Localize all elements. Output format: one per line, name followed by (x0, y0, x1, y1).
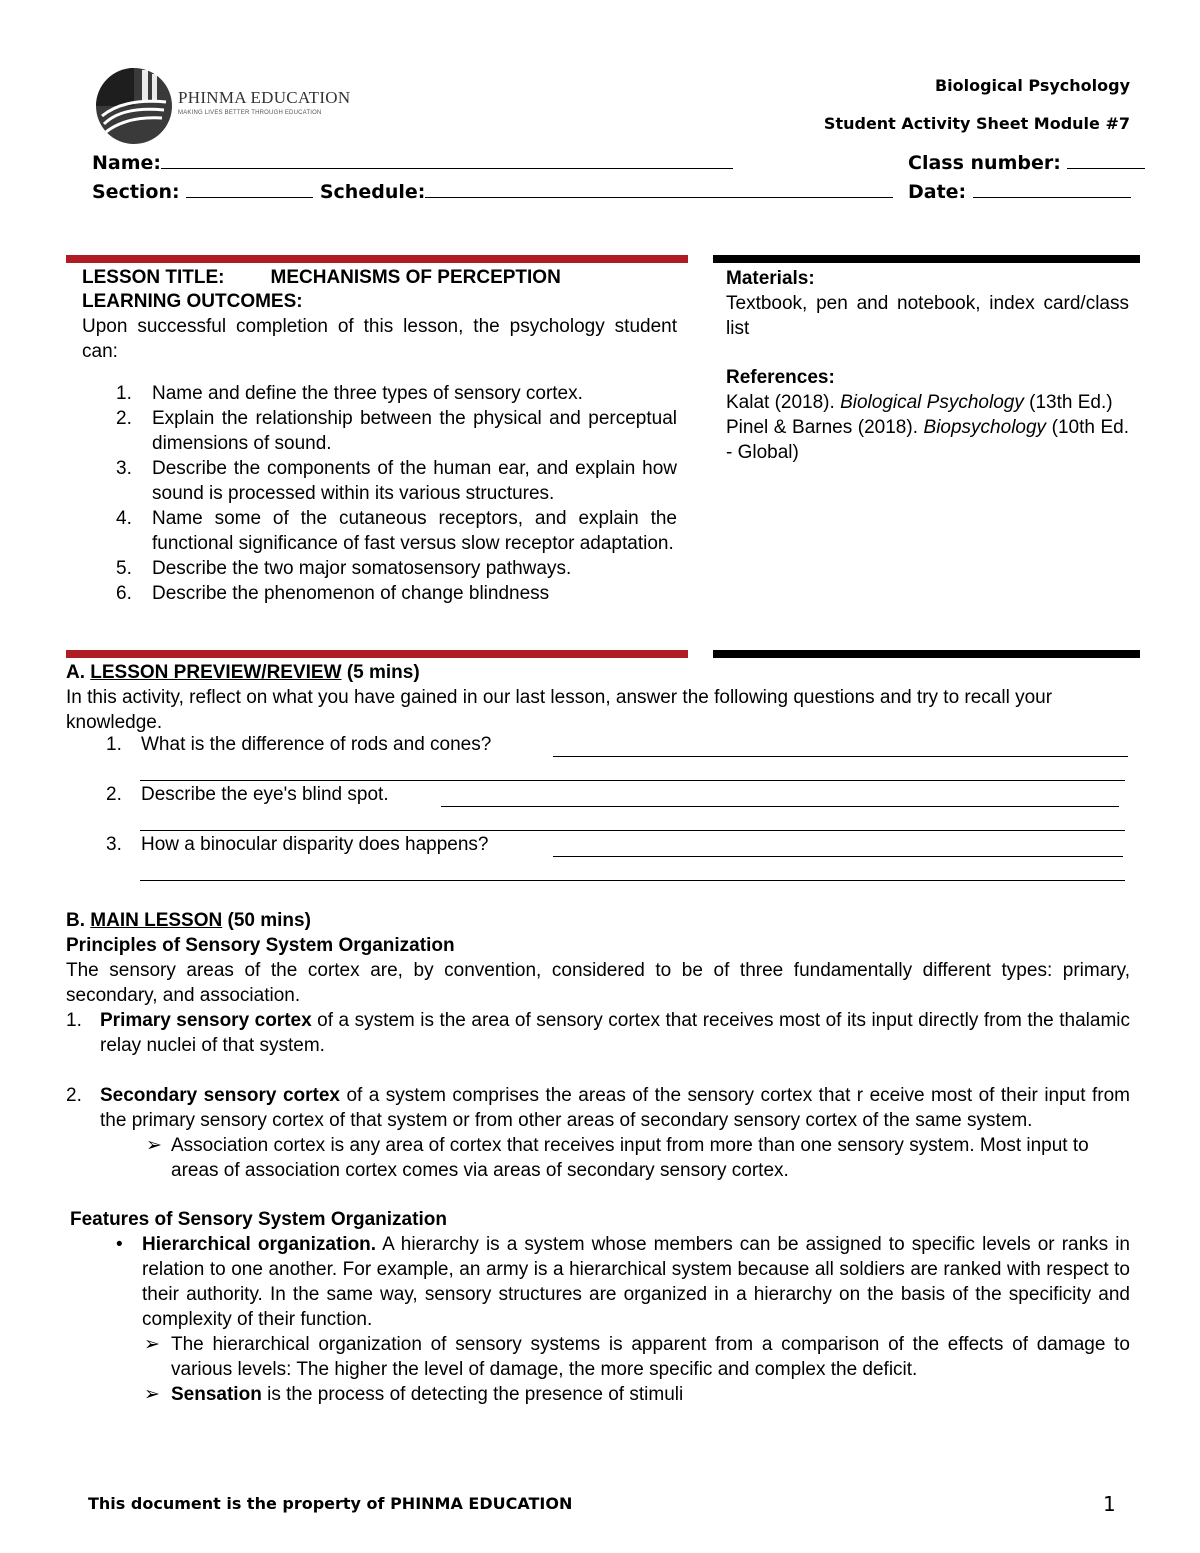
hierarchical-term: Hierarchical organization. (142, 1234, 377, 1255)
materials-box-top-bar (713, 255, 1140, 263)
reference-1 (726, 390, 1129, 415)
sensation-item (66, 1382, 1130, 1407)
section-b (66, 908, 1130, 1407)
arrow-bullet-icon: ➢ (144, 1384, 160, 1405)
ref2-title: Biopsychology (923, 417, 1047, 438)
ref2-authors: Pinel & Barnes (2018). (726, 417, 924, 438)
principle-item-1 (66, 1008, 1130, 1058)
section-b-duration: (50 mins) (222, 910, 311, 931)
outcomes-list (82, 381, 677, 606)
section-b-letter: B. (66, 910, 85, 931)
question-2-text: Describe the eye's blind spot. (141, 784, 389, 805)
outcome-text: Explain the relationship between the physical and perceptual dimensions of sound. (152, 408, 677, 454)
principles-heading: Principles of Sensory System Organization (66, 935, 455, 956)
principle-item-1-number: 1. (66, 1010, 82, 1031)
date-field[interactable] (908, 179, 1131, 203)
section-b-title: MAIN LESSON (90, 910, 223, 931)
reference-2 (726, 415, 1129, 465)
schedule-input-line[interactable] (425, 179, 893, 198)
principle-item-2 (66, 1083, 1130, 1133)
hierarchical-text (142, 1232, 1130, 1332)
class-number-input-line[interactable] (1067, 150, 1145, 169)
sensation-definition: is the process of detecting the presence of stimuli (261, 1384, 684, 1405)
question-1-text: What is the difference of rods and cones? (141, 734, 492, 755)
question-1 (106, 734, 492, 756)
outcome-item (82, 556, 677, 581)
section-a-title: LESSON PREVIEW/REVIEW (90, 662, 342, 683)
hierarchical-item (66, 1232, 1130, 1332)
date-label: Date: (908, 181, 967, 203)
outcome-text: Describe the phenomenon of change blindness (152, 583, 550, 604)
outcomes-intro: Upon successful completion of this lesson, the psychology student can: (82, 316, 677, 362)
lesson-title-row (82, 266, 677, 290)
outcome-number: 5. (116, 558, 132, 579)
footer-property: This document is the property of PHINMA EDUCATION (88, 1494, 573, 1513)
outcome-text: Describe the components of the human ear, and explain how sound is processed within its various structures. (152, 458, 677, 504)
ref1-authors: Kalat (2018). (726, 392, 841, 413)
outcome-item (82, 406, 677, 456)
name-field[interactable] (92, 150, 733, 174)
principles-intro: The sensory areas of the cortex are, by convention, considered to be of three fundamentally different types: primary, secondary, and association. (66, 960, 1130, 1006)
answer-3-line-b[interactable] (140, 880, 1125, 881)
lesson-title-label: LESSON TITLE: (82, 267, 225, 288)
hierarchical-definition: A hierarchy is a system whose members can be assigned to specific levels or ranks in relation to one another. For example, an army is a hierarchical system because all soldiers are ranked with respect to their authority. In the same way, sensory structures are organized in a hierarchy on the basis of the specificity and complexity of their function. (142, 1234, 1130, 1330)
question-2-number: 2. (106, 784, 122, 805)
question-3-text: How a binocular disparity does happens? (141, 834, 489, 855)
secondary-term: Secondary sensory cortex (100, 1085, 340, 1106)
outcome-number: 2. (116, 408, 132, 429)
question-2 (106, 784, 389, 806)
lesson-box-top-bar (66, 255, 688, 263)
features-heading: Features of Sensory System Organization (70, 1209, 447, 1230)
materials-label: Materials: (726, 268, 815, 289)
arrow-bullet-icon: ➢ (146, 1135, 162, 1156)
materials-box-bottom-bar (713, 650, 1140, 658)
outcome-item (82, 581, 677, 606)
outcome-number: 3. (116, 458, 132, 479)
section-field[interactable] (92, 179, 893, 203)
ref1-title: Biological Psychology (840, 392, 1024, 413)
lesson-box (82, 266, 677, 606)
sensation-text (171, 1382, 1130, 1407)
section-label: Section: (92, 181, 180, 203)
question-1-number: 1. (106, 734, 122, 755)
outcome-text: Name and define the three types of sensory cortex. (152, 383, 583, 404)
outcome-text: Describe the two major somatosensory pathways. (152, 558, 572, 579)
outcome-number: 4. (116, 508, 132, 529)
outcome-item (82, 381, 677, 406)
logo-name: PHINMA EDUCATION (178, 88, 351, 107)
class-number-label: Class number: (908, 152, 1061, 174)
date-input-line[interactable] (973, 179, 1131, 198)
hierarchical-sub-1-text: The hierarchical organization of sensory systems is apparent from a comparison of the effects of damage to various levels: The higher the level of damage, the more specific and complex the deficit. (171, 1334, 1130, 1380)
lesson-title: MECHANISMS OF PERCEPTION (270, 267, 561, 288)
ref1-edition: (13th Ed.) (1023, 392, 1113, 413)
name-label: Name: (92, 152, 162, 174)
class-number-field[interactable] (908, 150, 1145, 174)
sensation-term: Sensation (171, 1384, 262, 1405)
secondary-definition: of a system comprises the areas of the sensory cortex that r eceive most of their input from the primary sensory cortex of that system or from other areas of secondary sensory cortex of the same system. (100, 1085, 1130, 1131)
answer-1-line-b[interactable] (140, 780, 1125, 781)
learning-outcomes-label: LEARNING OUTCOMES: (82, 291, 303, 312)
section-a-intro: In this activity, reflect on what you have gained in our last lesson, answer the following questions and try to recall your knowledge. (66, 687, 1053, 733)
name-input-line[interactable] (161, 150, 733, 169)
outcome-item (82, 506, 677, 556)
answer-3-line-a[interactable] (553, 856, 1123, 857)
outcome-text: Name some of the cutaneous receptors, and explain the functional significance of fast versus slow receptor adaptation. (152, 508, 677, 554)
ref2-edition: (10th Ed. - Global) (726, 417, 1129, 463)
principle-item-1-text (100, 1008, 1130, 1058)
section-a-heading (66, 660, 1130, 685)
section-a-letter: A. (66, 662, 85, 683)
outcome-number: 1. (116, 383, 132, 404)
logo (92, 66, 352, 146)
schedule-label: Schedule: (319, 181, 426, 203)
phinma-logo-icon (92, 66, 176, 146)
outcome-number: 6. (116, 583, 132, 604)
arrow-bullet-icon: ➢ (144, 1334, 160, 1355)
section-a (66, 660, 1130, 735)
principle-item-2-text (100, 1083, 1130, 1133)
answer-2-line-b[interactable] (140, 830, 1125, 831)
association-text: Association cortex is any area of cortex that receives input from more than one sensory system. Most input to areas of association cortex comes via areas of secondary sensory cortex. (171, 1135, 1089, 1181)
question-3 (106, 834, 489, 856)
logo-tagline: MAKING LIVES BETTER THROUGH EDUCATION (178, 110, 322, 116)
page-number: 1 (1103, 1492, 1116, 1516)
course-title: Biological Psychology (934, 76, 1130, 95)
question-3-number: 3. (106, 834, 122, 855)
bullet-icon: • (116, 1234, 123, 1255)
materials-box (726, 266, 1129, 465)
answer-1-line-a[interactable] (553, 756, 1128, 757)
lesson-box-bottom-bar (66, 650, 688, 658)
principle-item-2-number: 2. (66, 1085, 82, 1106)
outcome-item (82, 456, 677, 506)
primary-term: Primary sensory cortex (100, 1010, 312, 1031)
primary-definition: of a system is the area of sensory cortex that receives most of its input directly from the thalamic relay nuclei of that system. (100, 1010, 1130, 1056)
section-input-line[interactable] (186, 179, 313, 198)
references-label: References: (726, 367, 835, 388)
module-title: Student Activity Sheet Module #7 (823, 114, 1130, 133)
section-b-heading (66, 908, 1130, 933)
association-item (66, 1133, 1130, 1183)
hierarchical-sub-1 (66, 1332, 1130, 1382)
materials-text: Textbook, pen and notebook, index card/class list (726, 293, 1129, 339)
section-a-duration: (5 mins) (341, 662, 420, 683)
answer-2-line-a[interactable] (441, 806, 1119, 807)
